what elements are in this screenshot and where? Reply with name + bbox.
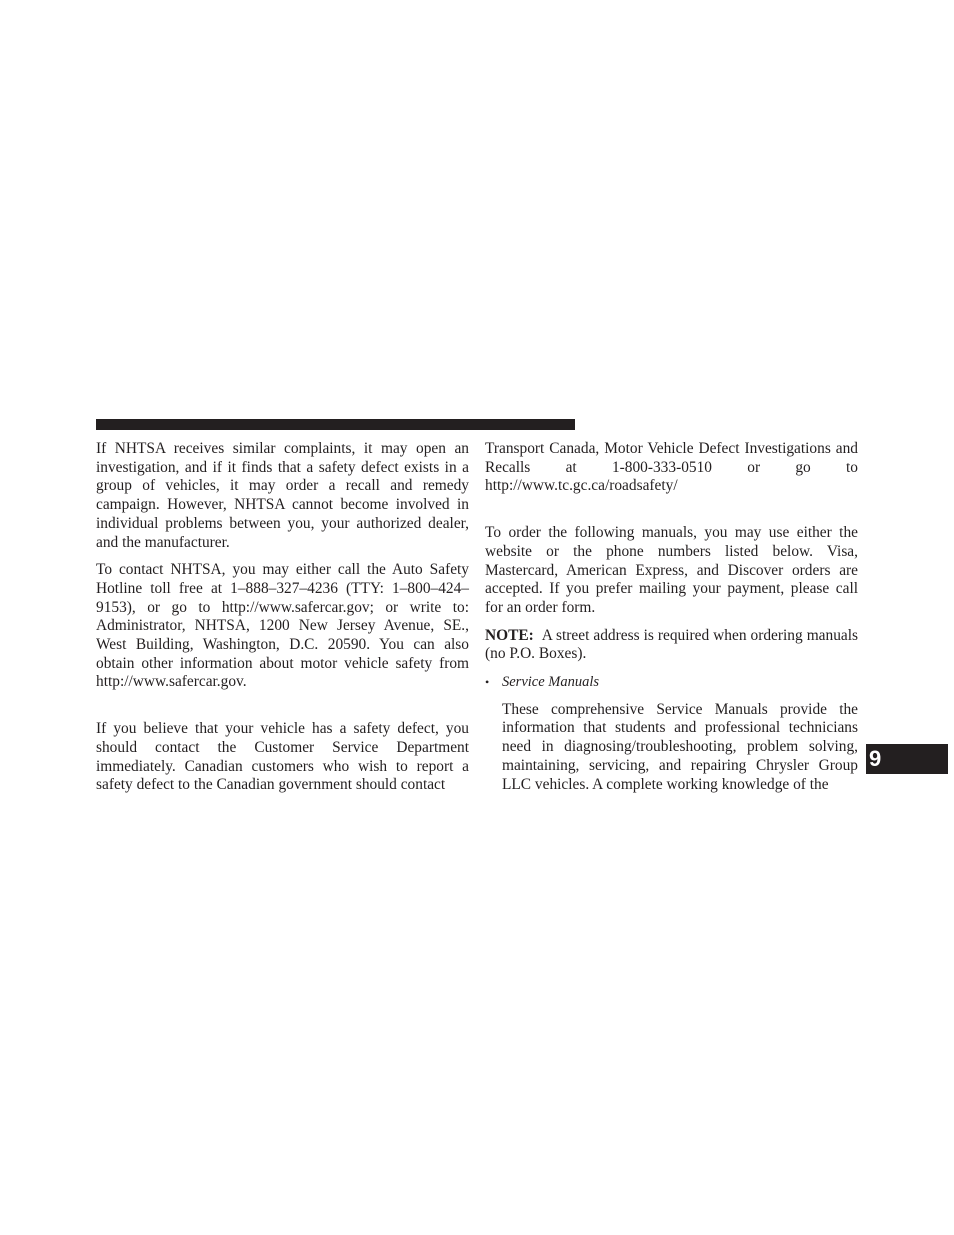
chapter-tab	[866, 744, 948, 774]
canada-safety-defect-paragraph: If you believe that your vehicle has a safety defect, you should contact the Customer Service Department immediately. Canadian customers who wish to report a safety defect to the Canadian government should contact	[96, 720, 469, 794]
transport-canada-paragraph: Transport Canada, Motor Vehicle Defect Investigations and Recalls at 1-800-333-0510 or go to http://www.tc.gc.ca/roadsafety/	[485, 440, 858, 495]
chapter-number: 9	[869, 746, 882, 771]
right-column	[485, 440, 858, 794]
note-text: A street address is required when ordering manuals (no P.O. Boxes).	[485, 626, 858, 663]
bullet-icon: •	[485, 675, 490, 690]
nhtsa-complaints-paragraph: If NHTSA receives similar complaints, it may open an investigation, and if it finds that a safety defect exists in a group of vehicles, it may order a recall and remedy campaign. However, NHTSA cannot become involved in individual problems between you, your authorized dealer, and the manufacturer.	[96, 440, 469, 551]
bullet-item-service-manuals	[485, 673, 858, 692]
left-column	[96, 440, 469, 795]
note-paragraph	[485, 627, 858, 664]
note-label: NOTE:	[485, 626, 534, 644]
order-manuals-paragraph: To order the following manuals, you may use either the website or the phone numbers listed below. Visa, Mastercard, American Express, and Discover orders are accepted. If you prefer mailing your payment, please call for an order form.	[485, 524, 858, 616]
section-header-rule	[96, 419, 575, 430]
bullet-title: Service Manuals	[502, 674, 600, 691]
service-manuals-paragraph: These comprehensive Service Manuals provide the information that students and professional technicians need in diagnosing/troubleshooting, problem solving, maintaining, servicing, and repairing Chrysler Group LLC vehicles. A complete working knowledge of the	[502, 700, 858, 793]
nhtsa-contact-paragraph: To contact NHTSA, you may either call the Auto Safety Hotline toll free at 1–888–327–4236 (TTY: 1–800–424–9153), or go to http://www.safercar.gov; or write to: Administrator, NHTSA, 1200 New Jersey Avenue, SE., West Building, Washington, D.C. 20590. You can also obtain other information about motor vehicle safety from http://www.safercar.gov.	[96, 561, 469, 691]
